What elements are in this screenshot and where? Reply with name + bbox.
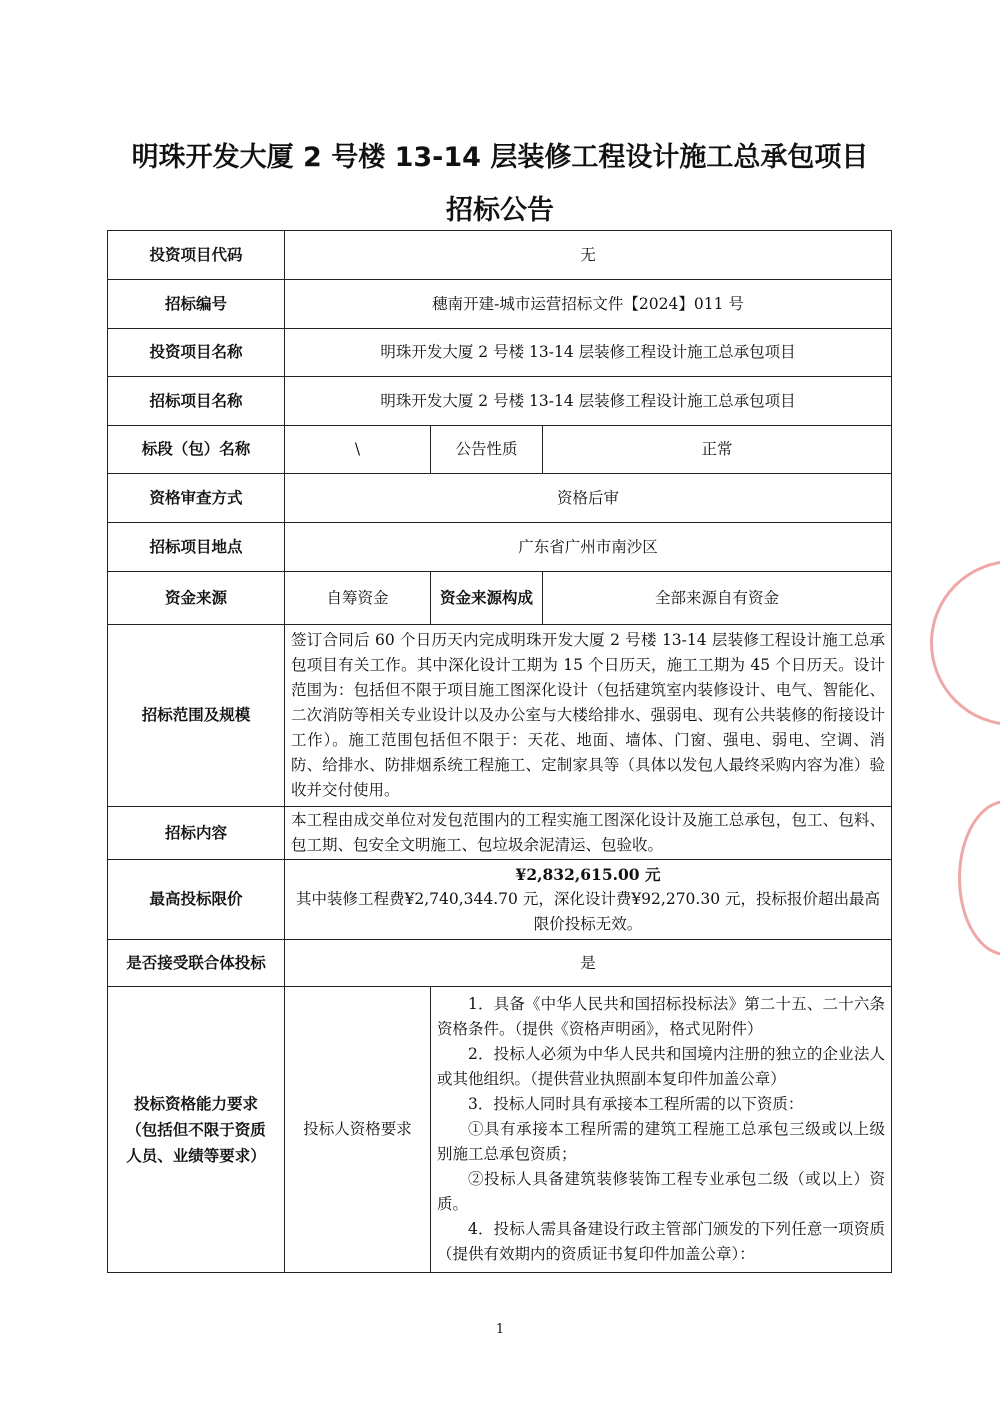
label-section: 标段（包）名称 [108, 426, 285, 474]
label-location: 招标项目地点 [108, 523, 285, 572]
value-scope: 签订合同后 60 个日历天内完成明珠开发大厦 2 号楼 13-14 层装修工程设计施工总承包项目有关工作。其中深化设计工期为 15 个日历天，施工工期为 45 个日历天。设计范围为：包括但不限于项目施工图深化设计（包括建筑室内装修设计、电气、智能化、二次消防等相关专业设计以及办公室与大楼给排水、强弱电、现有公共装修的衔接设计工作）。施工范围包括但不限于：天花、地面、墙体、门窗、强电、弱电、空调、消防、给排水、防排烟系统工程施工、定制家具等（具体以发包人最终采购内容为准）验收并交付使用。 [285, 625, 892, 807]
row-tender-no [108, 280, 892, 329]
official-seal-partial [958, 800, 1000, 956]
row-invest-name [108, 329, 892, 377]
label-notice-nature: 公告性质 [431, 426, 543, 474]
row-section [108, 426, 892, 474]
announcement-table [107, 230, 892, 1273]
value-invest-name: 明珠开发大厦 2 号楼 13-14 层装修工程设计施工总承包项目 [285, 329, 892, 377]
value-max-price [285, 860, 892, 940]
value-location: 广东省广州市南沙区 [285, 523, 892, 572]
value-project-code: 无 [285, 231, 892, 280]
value-tender-name: 明珠开发大厦 2 号楼 13-14 层装修工程设计施工总承包项目 [285, 377, 892, 426]
value-notice-nature: 正常 [543, 426, 892, 474]
value-consortium: 是 [285, 940, 892, 987]
label-content: 招标内容 [108, 807, 285, 860]
value-fund-composition: 全部来源自有资金 [543, 572, 892, 625]
value-section: \ [285, 426, 431, 474]
qualification-item: ①具有承接本工程所需的建筑工程施工总承包三级或以上级别施工总承包资质； [437, 1120, 886, 1163]
label-project-code: 投资项目代码 [108, 231, 285, 280]
label-consortium: 是否接受联合体投标 [108, 940, 285, 987]
page-number: 1 [495, 1322, 505, 1337]
label-bidder-requirements: 投标人资格要求 [285, 987, 431, 1273]
document-subtitle: 招标公告 [446, 195, 554, 226]
value-tender-no: 穗南开建-城市运营招标文件【2024】011 号 [285, 280, 892, 329]
row-max-price [108, 860, 892, 940]
row-review [108, 474, 892, 523]
document-title: 明珠开发大厦 2 号楼 13-14 层装修工程设计施工总承包项目 [131, 142, 869, 173]
label-scope: 招标范围及规模 [108, 625, 285, 807]
qualification-item: 1．具备《中华人民共和国招标投标法》第二十五、二十六条资格条件。（提供《资格声明函》，格式见附件） [437, 995, 886, 1038]
value-content: 本工程由成交单位对发包范围内的工程实施工图深化设计及施工总承包，包工、包料、包工期、包安全文明施工、包垃圾余泥清运、包验收。 [285, 807, 892, 860]
label-tender-name: 招标项目名称 [108, 377, 285, 426]
value-review: 资格后审 [285, 474, 892, 523]
row-scope [108, 625, 892, 807]
label-tender-no: 招标编号 [108, 280, 285, 329]
qualification-item: 2．投标人必须为中华人民共和国境内注册的独立的企业法人或其他组织。（提供营业执照副本复印件加盖公章） [437, 1045, 886, 1088]
max-price-amount: ¥2,832,615.00 元 [515, 865, 661, 884]
row-location [108, 523, 892, 572]
label-review: 资格审查方式 [108, 474, 285, 523]
qualification-item: ②投标人具备建筑装修装饰工程专业承包二级（或以上）资质。 [437, 1170, 886, 1213]
label-funds: 资金来源 [108, 572, 285, 625]
value-funds: 自筹资金 [285, 572, 431, 625]
row-tender-name [108, 377, 892, 426]
label-fund-composition: 资金来源构成 [431, 572, 543, 625]
qualification-item: 4．投标人需具备建设行政主管部门颁发的下列任意一项资质（提供有效期内的资质证书复印件加盖公章）： [437, 1220, 886, 1263]
row-qualification [108, 987, 892, 1273]
qualification-list [431, 987, 892, 1273]
max-price-detail: 其中装修工程费¥2,740,344.70 元，深化设计费¥92,270.30 元，投标报价超出最高限价投标无效。 [296, 890, 880, 933]
official-seal [930, 560, 1000, 726]
label-invest-name: 投资项目名称 [108, 329, 285, 377]
row-funds [108, 572, 892, 625]
qualification-item: 3．投标人同时具有承接本工程所需的以下资质： [468, 1095, 804, 1113]
label-max-price: 最高投标限价 [108, 860, 285, 940]
row-project-code [108, 231, 892, 280]
row-content [108, 807, 892, 860]
label-qualification: 投标资格能力要求（包括但不限于资质人员、业绩等要求） [108, 987, 285, 1273]
row-consortium [108, 940, 892, 987]
